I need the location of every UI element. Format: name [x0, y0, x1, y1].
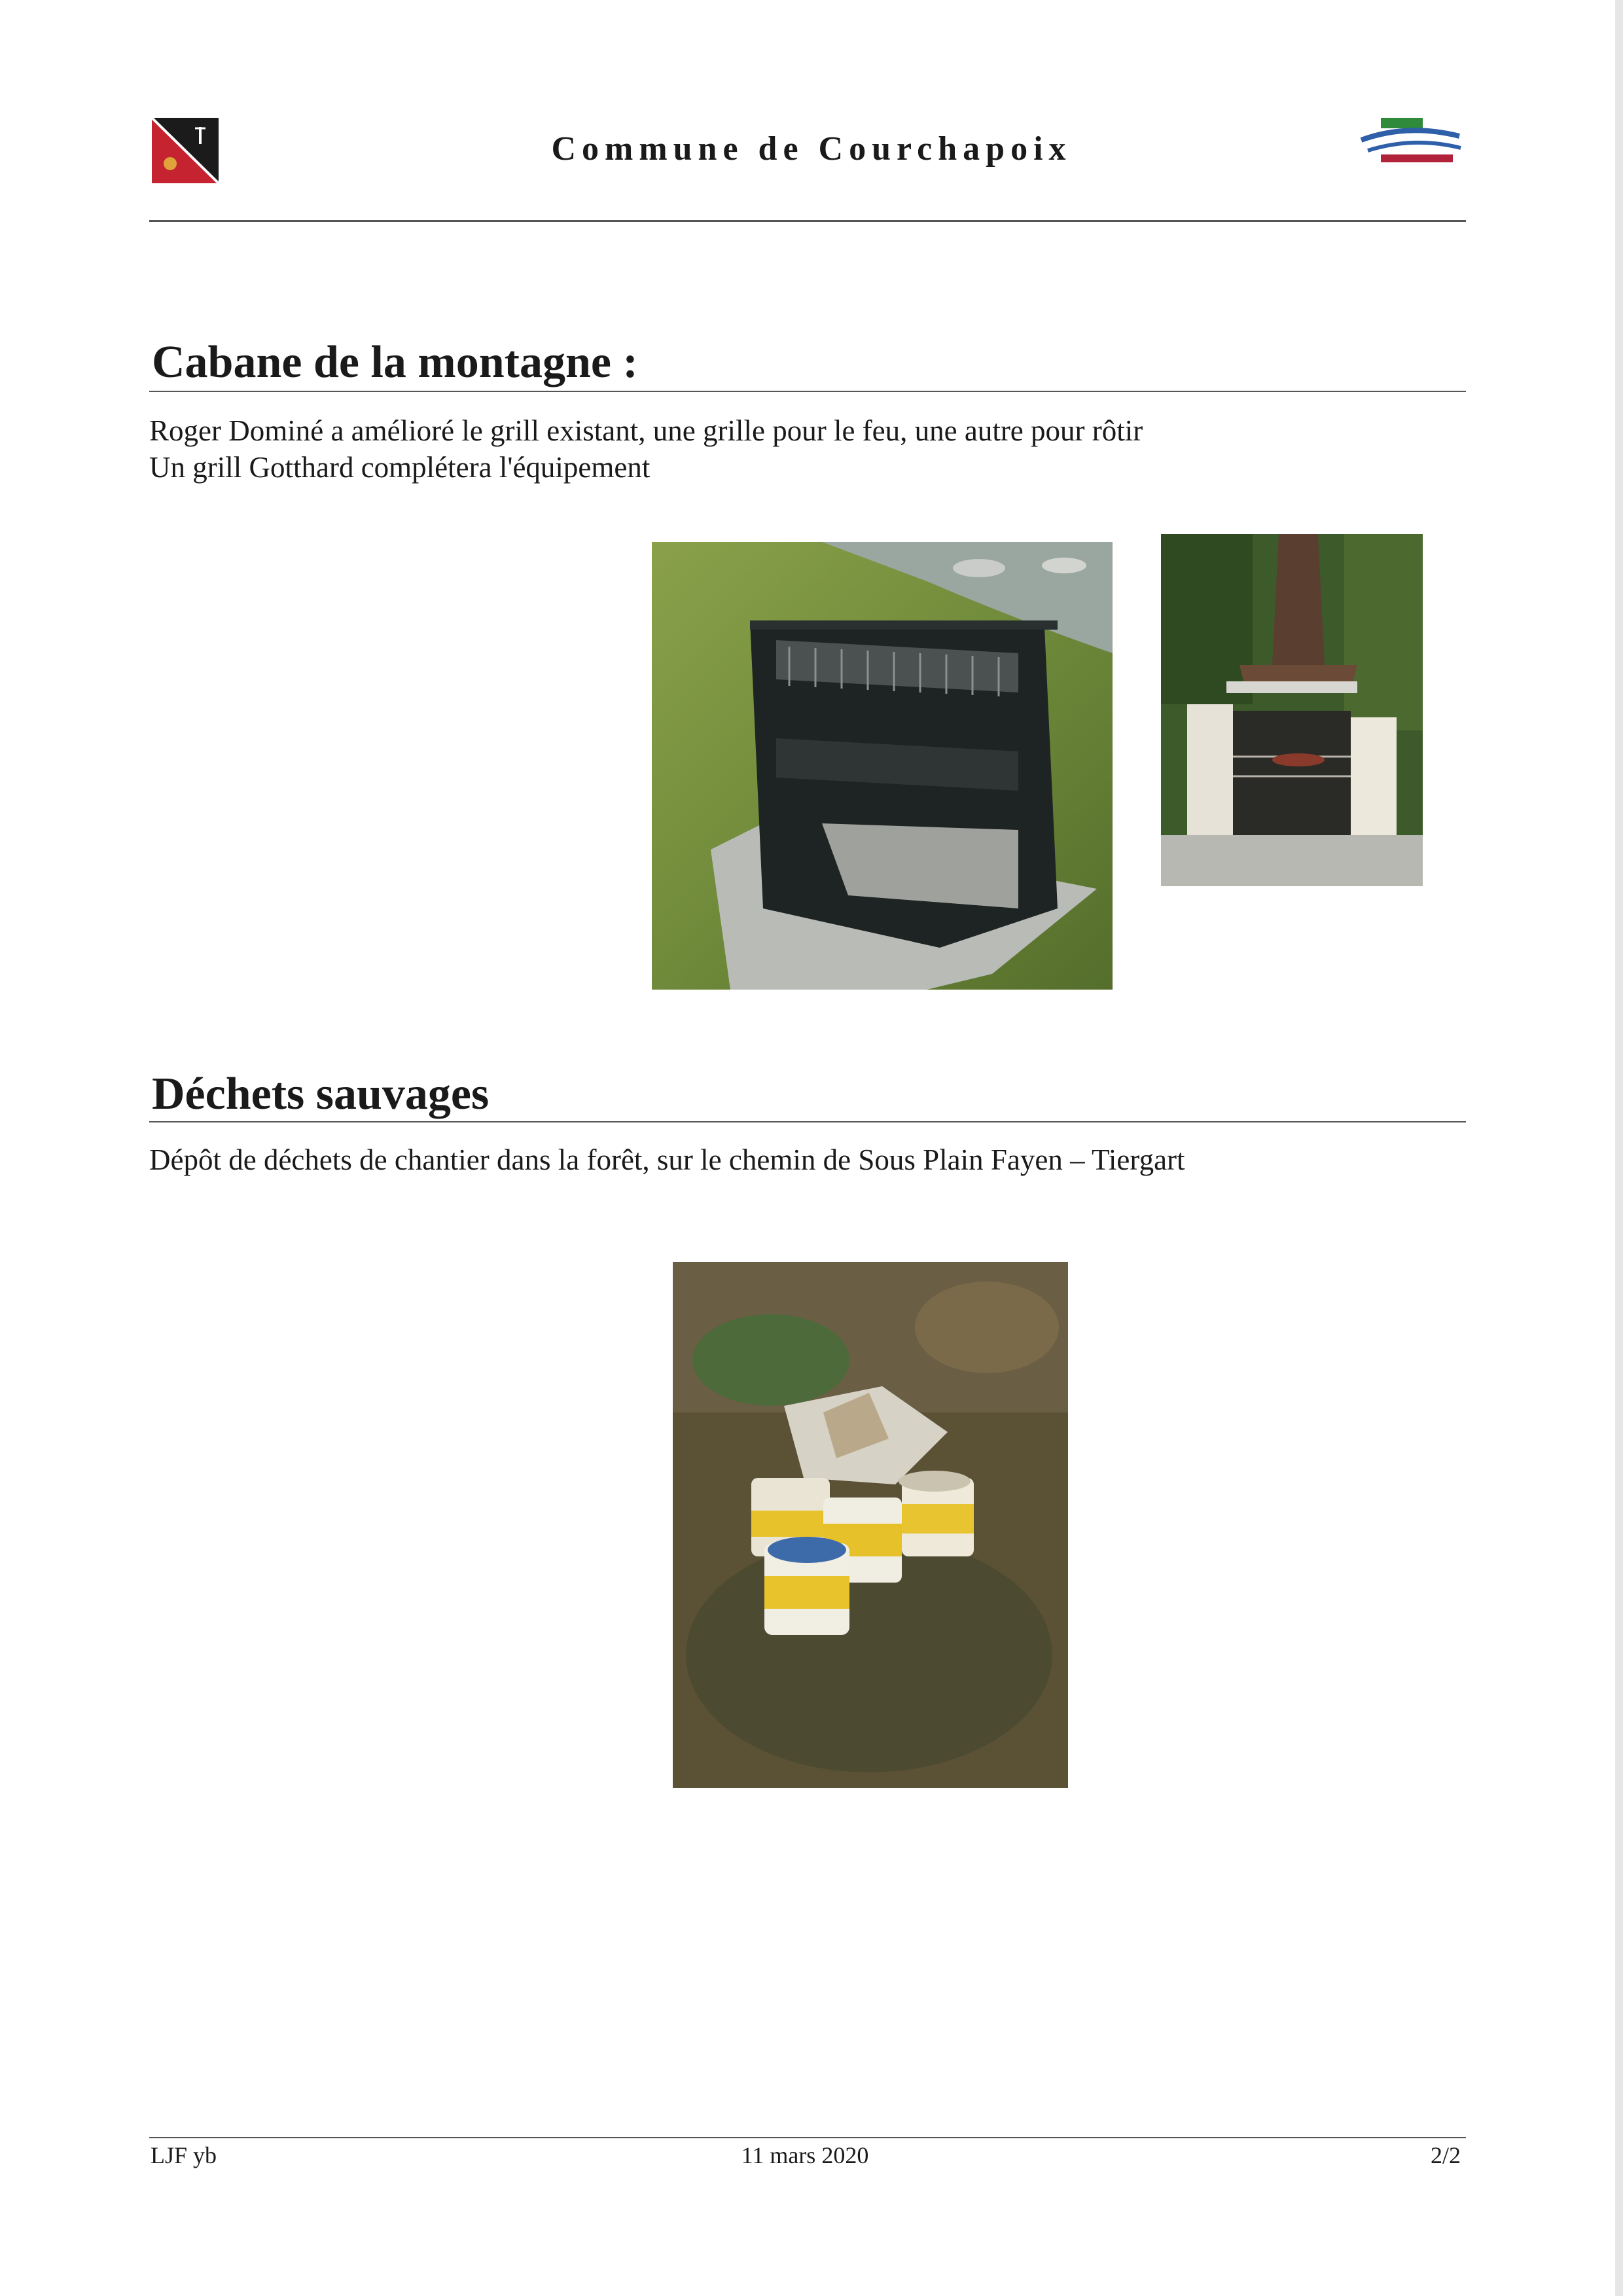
paragraph-line: Un grill Gotthard complétera l'équipement [149, 451, 651, 484]
header-divider [149, 220, 1466, 222]
waste-dump-photo [673, 1262, 1068, 1788]
existing-grill-photo [1161, 534, 1423, 886]
page-header-title: Commune de Courchapoix [551, 130, 1072, 168]
section-title-cabane: Cabane de la montagne : [152, 337, 638, 387]
scan-edge-shadow [1615, 0, 1623, 2296]
new-grill-photo [652, 542, 1113, 990]
footer-page-number: 2/2 [1430, 2142, 1461, 2168]
paragraph-line: Dépôt de déchets de chantier dans la forêt, sur le chemin de Sous Plain Fayen – Tiergart [149, 1143, 1185, 1176]
paragraph-line: Roger Dominé a amélioré le grill existant, une grille pour le feu, une autre pour rôtir [149, 414, 1143, 447]
section-title-dechets: Déchets sauvages [152, 1069, 490, 1119]
footer-date: 11 mars 2020 [741, 2142, 869, 2168]
valterbi-logo [1342, 117, 1466, 195]
section-divider-dechets [149, 1121, 1466, 1122]
section-divider-cabane [149, 391, 1466, 392]
footer-author: LJF yb [151, 2142, 217, 2168]
footer-divider [149, 2137, 1466, 2138]
